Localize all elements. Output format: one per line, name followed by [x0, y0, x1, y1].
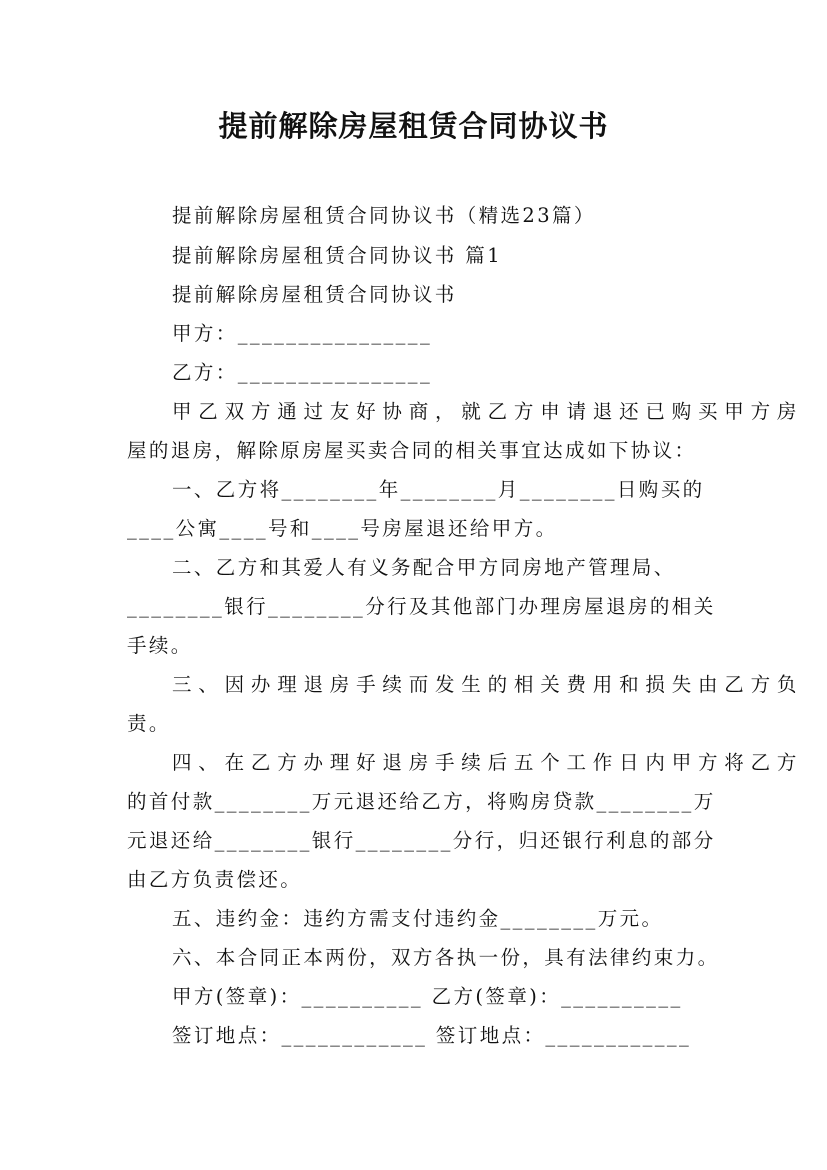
signature-line: 甲方(签章)：__________ 乙方(签章)：__________ [172, 985, 683, 1008]
clause-1-line: ____公寓____号和____号房屋退还给甲方。 [127, 517, 558, 540]
clause-4-line: 元退还给________银行________分行，归还银行利息的部分 [127, 829, 716, 852]
clause-4-line: 的首付款________万元退还给乙方，将购房贷款________万 [127, 790, 716, 813]
paragraph-line: 甲乙双方通过友好协商，就乙方申请退还已购买甲方房 [172, 400, 804, 423]
clause-6-line: 六、本合同正本两份，双方各执一份，具有法律约束力。 [172, 946, 720, 969]
paragraph-line: 提前解除房屋租赁合同协议书 篇1 [172, 244, 503, 267]
clause-5-line: 五、违约金：违约方需支付违约金________万元。 [172, 907, 664, 930]
paragraph-line: 屋的退房，解除原房屋买卖合同的相关事宜达成如下协议： [127, 439, 697, 462]
clause-3-line: 三、因办理退房手续而发生的相关费用和损失由乙方负 [172, 673, 804, 696]
clause-3-line: 责。 [127, 712, 171, 735]
clause-1-line: 一、乙方将________年________月________日购买的 [172, 478, 705, 501]
clause-2-line: 二、乙方和其爱人有义务配合甲方同房地产管理局、 [172, 556, 676, 579]
clause-4-line: 由乙方负责偿还。 [127, 868, 303, 891]
party-a-line: 甲方：________________ [172, 322, 433, 345]
document-title: 提前解除房屋租赁合同协议书 [218, 109, 609, 143]
paragraph-line: 提前解除房屋租赁合同协议书（精选23篇） [172, 204, 596, 227]
signing-place-line: 签订地点：____________ 签订地点：____________ [172, 1024, 692, 1047]
clause-2-line: ________银行________分行及其他部门办理房屋退房的相关 [127, 595, 716, 618]
clause-4-line: 四、在乙方办理好退房手续后五个工作日内甲方将乙方 [172, 751, 804, 774]
clause-2-line: 手续。 [127, 634, 193, 657]
party-b-line: 乙方：________________ [172, 361, 433, 384]
paragraph-line: 提前解除房屋租赁合同协议书 [172, 283, 457, 306]
